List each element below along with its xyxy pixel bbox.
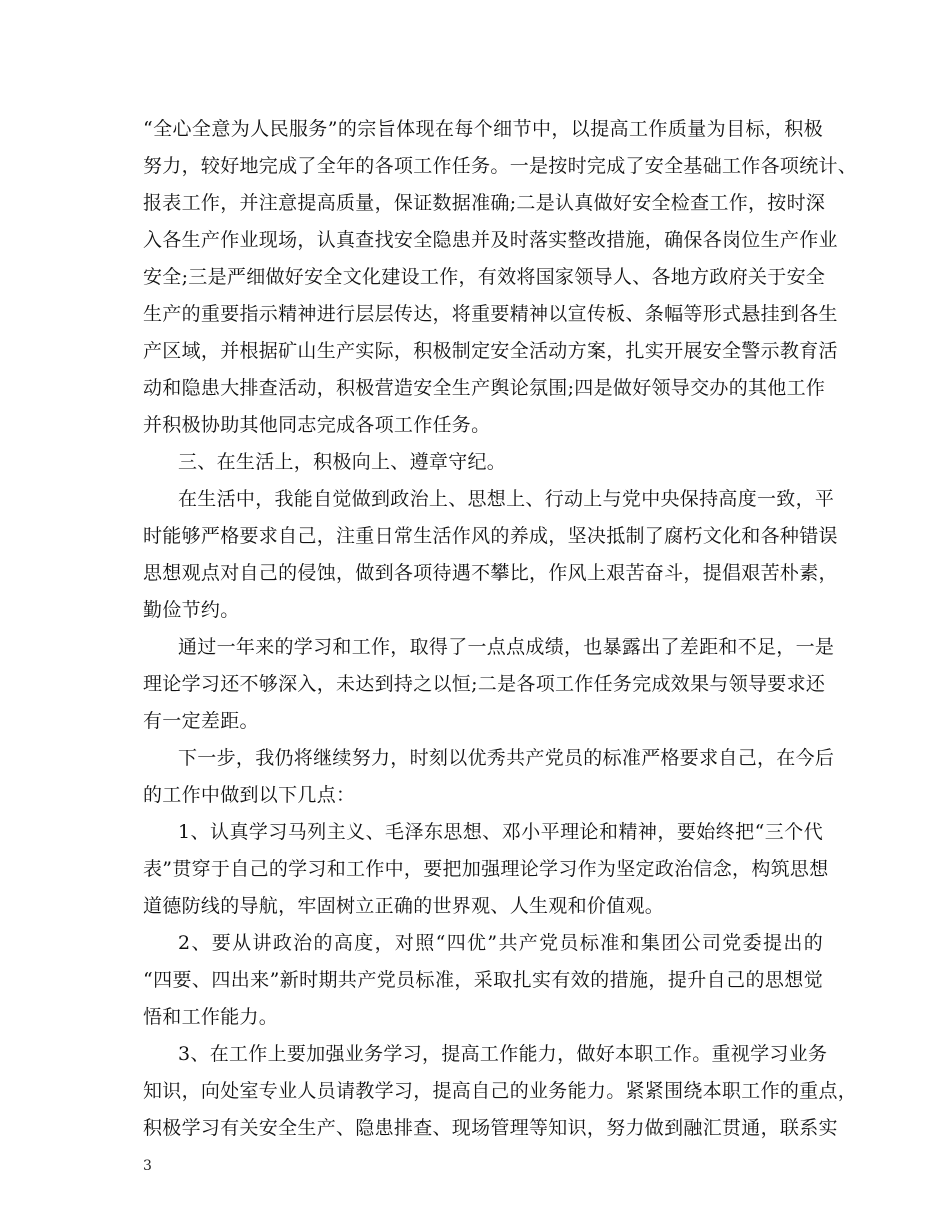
text-line: 勤俭节约。: [143, 599, 240, 621]
list-item-first-line: 3、在工作上要加强业务学习，提高工作能力，做好本职工作。重视学习业务: [178, 1043, 828, 1065]
text-line: 的工作中做到以下几点：: [143, 784, 356, 806]
text-line: 努力，较好地完成了全年的各项工作任务。一是按时完成了安全基础工作各项统计、: [143, 155, 858, 177]
text-line: “全心全意为人民服务”的宗旨体现在每个细节中，以提高工作质量为目标，积极: [143, 118, 823, 140]
text-line: 报表工作，并注意提高质量，保证数据准确;二是认真做好安全检查工作，按时深: [143, 192, 826, 214]
text-line: 产区域，并根据矿山生产实际，积极制定安全活动方案，扎实开展安全警示教育活: [143, 340, 838, 362]
list-item-first-line: 2、要从讲政治的高度，对照“四优”共产党员标准和集团公司党委提出的: [178, 932, 823, 954]
text-line: 知识，向处室专业人员请教学习，提高自己的业务能力。紧紧围绕本职工作的重点，: [143, 1080, 858, 1102]
text-line: 表”贯穿于自己的学习和工作中，要把加强理论学习作为坚定政治信念，构筑思想: [143, 858, 829, 880]
text-line: “四要、四出来”新时期共产党员标准，采取扎实有效的措施，提升自己的思想觉: [143, 969, 823, 991]
text-line: 生产的重要指示精神进行层层传达，将重要精神以宣传板、条幅等形式悬挂到各生: [143, 303, 838, 325]
paragraph-first-line: 通过一年来的学习和工作，取得了一点点成绩，也暴露出了差距和不足，一是: [178, 636, 835, 658]
text-line: 有一定差距。: [143, 710, 259, 732]
text-line: 入各生产作业现场，认真查找安全隐患并及时落实整改措施，确保各岗位生产作业: [143, 229, 838, 251]
text-line: 悟和工作能力。: [143, 1006, 279, 1028]
text-line: 动和隐患大排查活动，积极营造安全生产舆论氛围;四是做好领导交办的其他工作: [143, 377, 826, 399]
section-heading: 三、在生活上，积极向上、遵章守纪。: [178, 451, 507, 473]
page-number: 3: [143, 1158, 152, 1174]
paragraph-first-line: 下一步，我仍将继续努力，时刻以优秀共产党员的标准严格要求自己，在今后: [178, 747, 835, 769]
text-line: 理论学习还不够深入，未达到持之以恒;二是各项工作任务完成效果与领导要求还: [143, 673, 826, 695]
text-line: 思想观点对自己的侵蚀，做到各项待遇不攀比，作风上艰苦奋斗，提倡艰苦朴素，: [143, 562, 838, 584]
list-item-first-line: 1、认真学习马列主义、毛泽东思想、邓小平理论和精神，要始终把“三个代: [178, 821, 823, 843]
text-line: 时能够严格要求自己，注重日常生活作风的养成，坚决抵制了腐朽文化和各种错误: [143, 525, 838, 547]
text-line: 并积极协助其他同志完成各项工作任务。: [143, 414, 491, 436]
text-line: 道德防线的导航，牢固树立正确的世界观、人生观和价值观。: [143, 895, 665, 917]
paragraph-first-line: 在生活中，我能自觉做到政治上、思想上、行动上与党中央保持高度一致，平: [178, 488, 835, 510]
text-line: 安全;三是严细做好安全文化建设工作，有效将国家领导人、各地方政府关于安全: [143, 266, 826, 288]
text-line: 积极学习有关安全生产、隐患排查、现场管理等知识，努力做到融汇贯通，联系实: [143, 1117, 838, 1139]
